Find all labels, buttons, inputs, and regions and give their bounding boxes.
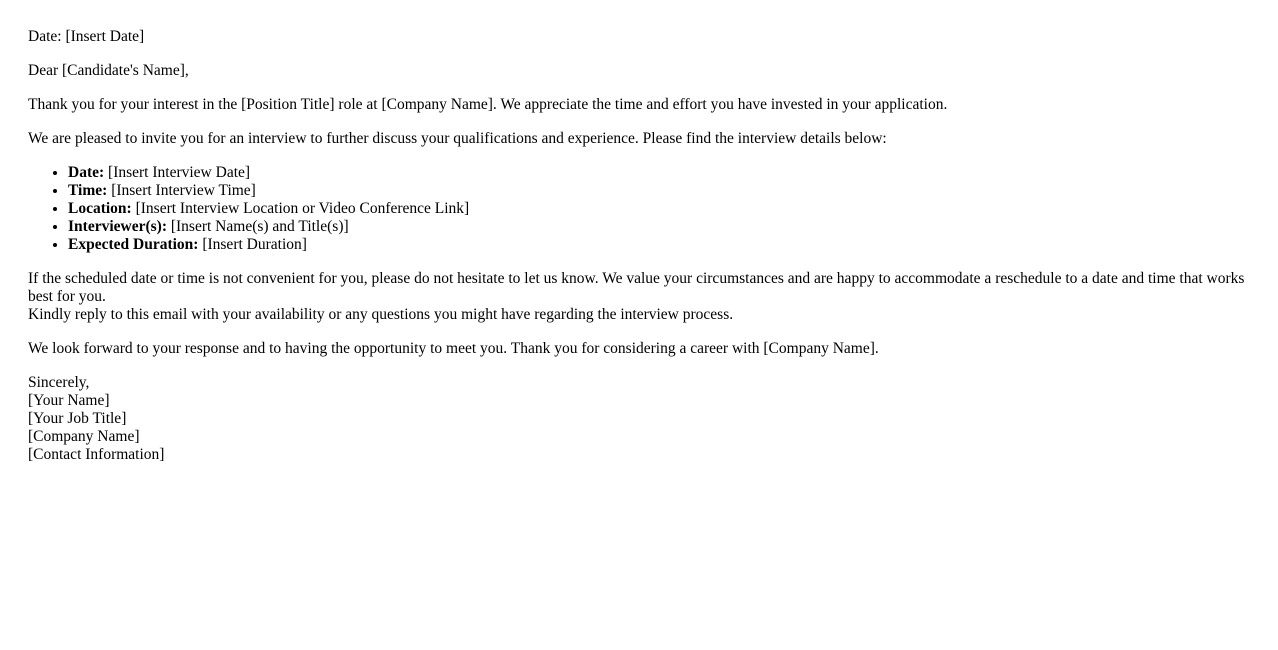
closing-paragraph: We look forward to your response and to having the opportunity to meet you. Thank you for considering a career with [Company Name]. [28, 340, 879, 357]
signature-block [28, 374, 1253, 464]
detail-item-interviewers [68, 218, 1253, 236]
invitation-paragraph: We are pleased to invite you for an interview to further discuss your qualifications and experience. Please find the interview details below: [28, 130, 887, 147]
detail-label: Location: [68, 200, 132, 217]
detail-value: [Insert Interview Time] [111, 182, 256, 199]
signature-contact: [Contact Information] [28, 446, 165, 463]
signature-job-title: [Your Job Title] [28, 410, 127, 427]
detail-label: Interviewer(s): [68, 218, 167, 235]
detail-item-time [68, 182, 1253, 200]
detail-value: [Insert Duration] [202, 236, 307, 253]
detail-label: Time: [68, 182, 108, 199]
detail-value: [Insert Interview Date] [108, 164, 251, 181]
detail-label: Date: [68, 164, 105, 181]
letter-body [28, 28, 1253, 480]
reschedule-text: If the scheduled date or time is not convenient for you, please do not hesitate to let us know. We value your circumstances and are happy to accommodate a reschedule to a date and time that works best for you. [28, 270, 1245, 305]
detail-item-location [68, 200, 1253, 218]
date-line: Date: [Insert Date] [28, 28, 145, 45]
detail-value: [Insert Interview Location or Video Conference Link] [135, 200, 470, 217]
interview-details-list [28, 164, 1253, 254]
detail-value: [Insert Name(s) and Title(s)] [170, 218, 349, 235]
detail-label: Expected Duration: [68, 236, 199, 253]
reschedule-paragraph [28, 270, 1253, 324]
signature-closing: Sincerely, [28, 374, 90, 391]
reply-request-text: Kindly reply to this email with your availability or any questions you might have regarding the interview process. [28, 306, 734, 323]
signature-company: [Company Name] [28, 428, 140, 445]
greeting: Dear [Candidate's Name], [28, 62, 189, 79]
signature-name: [Your Name] [28, 392, 110, 409]
detail-item-duration [68, 236, 1253, 254]
intro-paragraph: Thank you for your interest in the [Position Title] role at [Company Name]. We appreciate the time and effort you have invested in your application. [28, 96, 948, 113]
detail-item-date [68, 164, 1253, 182]
